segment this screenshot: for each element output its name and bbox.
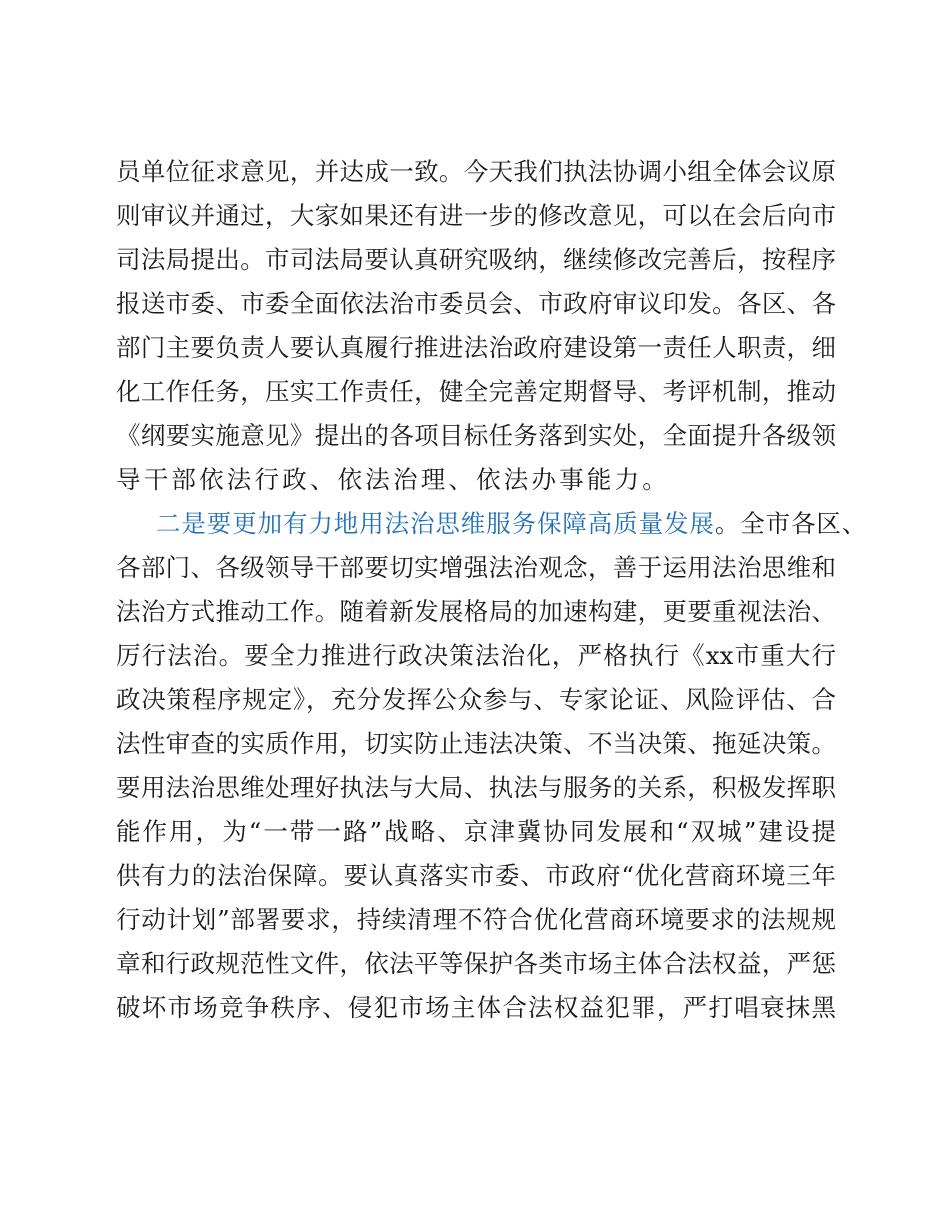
paragraph-1-line-3: 司法局提出。市司法局要认真研究吸纳，继续修改完善后，按程序 bbox=[116, 245, 836, 274]
paragraph-2-line-7: 要用法治思维处理好执法与大局、执法与服务的关系，积极发挥职 bbox=[116, 773, 836, 802]
paragraph-2-line-6: 法性审查的实质作用，切实防止违法决策、不当决策、拖延决策。 bbox=[116, 729, 836, 758]
paragraph-2-line-10: 行动计划”部署要求，持续清理不符合优化营商环境要求的法规规 bbox=[116, 905, 836, 934]
paragraph-2-line-4: 厉行法治。要全力推进行政决策法治化，严格执行《xx市重大行 bbox=[116, 641, 836, 670]
paragraph-2-line-9: 供有力的法治保障。要认真落实市委、市政府“优化营商环境三年 bbox=[116, 861, 836, 890]
paragraph-2-heading: 二是要更加有力地用法治思维服务保障高质量发展 bbox=[156, 509, 715, 538]
paragraph-2-first-line bbox=[156, 502, 868, 546]
paragraph-2-line-11: 章和行政规范性文件，依法平等保护各类市场主体合法权益，严惩 bbox=[116, 949, 836, 978]
paragraph-1-line-1: 员单位征求意见，并达成一致。今天我们执法协调小组全体会议原 bbox=[116, 157, 836, 186]
paragraph-2-line-3: 法治方式推动工作。随着新发展格局的加速构建，更要重视法治、 bbox=[116, 597, 836, 626]
paragraph-1-line-5: 部门主要负责人要认真履行推进法治政府建设第一责任人职责，细 bbox=[116, 333, 836, 362]
paragraph-2-line-12: 破坏市场竞争秩序、侵犯市场主体合法权益犯罪，严打唱衰抹黑 bbox=[116, 993, 836, 1022]
paragraph-2-line-8: 能作用，为“一带一路”战略、京津冀协同发展和“双城”建设提 bbox=[116, 817, 836, 846]
paragraph-1-line-6: 化工作任务，压实工作责任，健全完善定期督导、考评机制，推动 bbox=[116, 377, 836, 406]
paragraph-1-line-7: 《纲要实施意见》提出的各项目标任务落到实处，全面提升各级领 bbox=[116, 421, 836, 450]
paragraph-2-first-line-rest: 。全市各区、 bbox=[714, 509, 868, 538]
paragraph-1-line-8: 导干部依法行政、依法治理、依法办事能力。 bbox=[116, 465, 670, 494]
paragraph-2-line-2: 各部门、各级领导干部要切实增强法治观念，善于运用法治思维和 bbox=[116, 553, 836, 582]
paragraph-1-line-4: 报送市委、市委全面依法治市委员会、市政府审议印发。各区、各 bbox=[116, 289, 836, 318]
paragraph-2-line-5: 政决策程序规定》，充分发挥公众参与、专家论证、风险评估、合 bbox=[116, 685, 836, 714]
paragraph-1-line-2: 则审议并通过，大家如果还有进一步的修改意见，可以在会后向市 bbox=[116, 201, 836, 230]
